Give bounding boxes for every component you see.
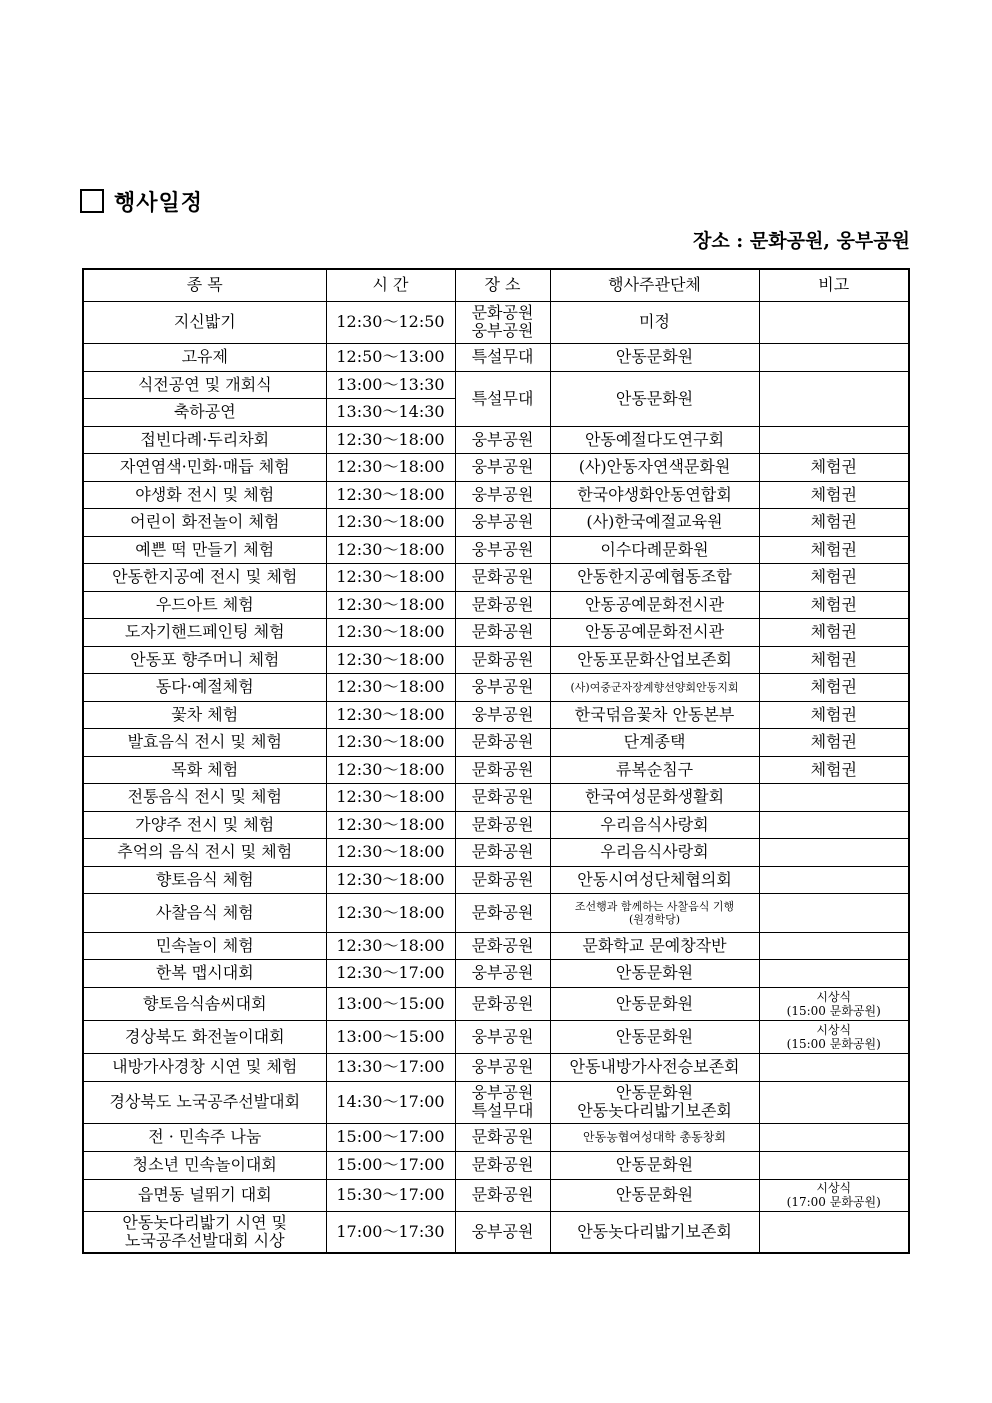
place-cell: 웅부공원 (455, 508, 550, 536)
header-place: 장 소 (455, 269, 550, 301)
table-row (83, 1020, 909, 1053)
table-row (83, 959, 909, 987)
place-cell: 문화공원 (455, 893, 550, 932)
table-row (83, 343, 909, 371)
item-cell: 동다·예절체험 (83, 673, 326, 701)
time-cell: 13:30～17:00 (326, 1053, 455, 1081)
item-cell: 자연염색·민화·매듭 체험 (83, 453, 326, 481)
organizer-cell: 안동시여성단체협의회 (550, 866, 759, 893)
table-row (83, 987, 909, 1020)
item-cell: 야생화 전시 및 체험 (83, 481, 326, 508)
time-cell: 13:00～13:30 (326, 371, 455, 398)
table-row (83, 1081, 909, 1123)
time-cell: 12:30～18:00 (326, 536, 455, 563)
organizer-cell: 미정 (550, 301, 759, 343)
item-cell: 경상북도 화전놀이대회 (83, 1020, 326, 1053)
item-cell: 식전공연 및 개회식 (83, 371, 326, 398)
place-cell: 웅부공원 (455, 701, 550, 728)
organizer-cell: 조선행과 함께하는 사찰음식 기행 (원경학당) (550, 893, 759, 932)
time-cell: 12:50～13:00 (326, 343, 455, 371)
item-cell: 추억의 음식 전시 및 체험 (83, 838, 326, 866)
organizer-cell: 단계종택 (550, 728, 759, 756)
organizer-cell: 안동문화원 (550, 343, 759, 371)
note-cell: 체험권 (759, 563, 909, 591)
time-cell: 12:30～18:00 (326, 673, 455, 701)
item-cell: 청소년 민속놀이대회 (83, 1151, 326, 1179)
table-row (83, 1211, 909, 1253)
place-cell: 문화공원 (455, 838, 550, 866)
table-row (83, 756, 909, 783)
time-cell: 15:00～17:00 (326, 1123, 455, 1151)
time-cell: 13:00～15:00 (326, 987, 455, 1020)
item-cell: 축하공연 (83, 398, 326, 426)
item-cell: 사찰음식 체험 (83, 893, 326, 932)
header-note: 비고 (759, 269, 909, 301)
place-cell: 문화공원 (455, 756, 550, 783)
table-row (83, 1179, 909, 1211)
note-cell (759, 1151, 909, 1179)
note-cell (759, 783, 909, 811)
note-cell (759, 1053, 909, 1081)
table-row (83, 1123, 909, 1151)
time-cell: 12:30～18:00 (326, 426, 455, 453)
time-cell: 12:30～18:00 (326, 932, 455, 959)
section-heading (80, 184, 203, 218)
time-cell: 17:00～17:30 (326, 1211, 455, 1253)
item-cell: 전통음식 전시 및 체험 (83, 783, 326, 811)
item-cell: 가양주 전시 및 체험 (83, 811, 326, 838)
note-cell: 시상식 (15:00 문화공원) (759, 1020, 909, 1053)
organizer-cell: 안동문화원 안동놋다리밟기보존회 (550, 1081, 759, 1123)
place-cell: 웅부공원 (455, 536, 550, 563)
place-cell: 문화공원 (455, 1123, 550, 1151)
note-cell: 시상식 (17:00 문화공원) (759, 1179, 909, 1211)
table-header-row (83, 269, 909, 301)
location-note: 장소 : 문화공원, 웅부공원 (692, 230, 910, 252)
note-cell (759, 866, 909, 893)
organizer-cell: 안동놋다리밟기보존회 (550, 1211, 759, 1253)
table-row (83, 932, 909, 959)
note-cell (759, 1123, 909, 1151)
note-cell: 체험권 (759, 481, 909, 508)
note-cell: 체험권 (759, 701, 909, 728)
table-row (83, 618, 909, 646)
note-cell: 시상식 (15:00 문화공원) (759, 987, 909, 1020)
item-cell: 발효음식 전시 및 체험 (83, 728, 326, 756)
table-row (83, 673, 909, 701)
place-cell: 웅부공원 (455, 1053, 550, 1081)
place-cell: 웅부공원 (455, 426, 550, 453)
note-cell: 체험권 (759, 508, 909, 536)
table-row (83, 371, 909, 398)
organizer-cell: (사)여중군자장계향선양회안동지회 (550, 673, 759, 701)
table-row (83, 728, 909, 756)
place-cell: 웅부공원 특설무대 (455, 1081, 550, 1123)
organizer-cell: 우리음식사랑회 (550, 811, 759, 838)
organizer-cell: (사)한국예절교육원 (550, 508, 759, 536)
table-row (83, 591, 909, 618)
time-cell: 12:30～18:00 (326, 453, 455, 481)
time-cell: 12:30～12:50 (326, 301, 455, 343)
organizer-cell: 우리음식사랑회 (550, 838, 759, 866)
place-cell: 웅부공원 (455, 1211, 550, 1253)
table-row (83, 1151, 909, 1179)
place-cell: 문화공원 (455, 1151, 550, 1179)
place-cell: 웅부공원 (455, 453, 550, 481)
event-schedule-table (82, 268, 910, 1254)
header-time: 시 간 (326, 269, 455, 301)
table-row (83, 783, 909, 811)
organizer-cell: 안동문화원 (550, 1020, 759, 1053)
table-row (83, 811, 909, 838)
time-cell: 15:30～17:00 (326, 1179, 455, 1211)
time-cell: 12:30～18:00 (326, 893, 455, 932)
organizer-cell: 안동문화원 (550, 959, 759, 987)
time-cell: 12:30～18:00 (326, 563, 455, 591)
square-checkbox-icon (80, 189, 104, 213)
organizer-cell: 안동내방가사전승보존회 (550, 1053, 759, 1081)
item-cell: 어린이 화전놀이 체험 (83, 508, 326, 536)
time-cell: 12:30～18:00 (326, 646, 455, 673)
place-cell: 웅부공원 (455, 959, 550, 987)
place-cell: 문화공원 (455, 646, 550, 673)
time-cell: 12:30～18:00 (326, 811, 455, 838)
time-cell: 12:30～18:00 (326, 838, 455, 866)
note-cell (759, 959, 909, 987)
place-cell: 문화공원 (455, 1179, 550, 1211)
note-cell: 체험권 (759, 453, 909, 481)
time-cell: 13:30～14:30 (326, 398, 455, 426)
time-cell: 12:30～18:00 (326, 728, 455, 756)
organizer-cell: 안동한지공예협동조합 (550, 563, 759, 591)
item-cell: 민속놀이 체험 (83, 932, 326, 959)
place-cell: 문화공원 (455, 811, 550, 838)
note-cell: 체험권 (759, 646, 909, 673)
table-row (83, 701, 909, 728)
organizer-cell: 한국여성문화생활회 (550, 783, 759, 811)
organizer-cell: 한국덖음꽃차 안동본부 (550, 701, 759, 728)
time-cell: 12:30～18:00 (326, 591, 455, 618)
table-row (83, 646, 909, 673)
item-cell: 내방가사경창 시연 및 체험 (83, 1053, 326, 1081)
place-cell: 문화공원 (455, 932, 550, 959)
item-cell: 고유제 (83, 343, 326, 371)
note-cell (759, 893, 909, 932)
table-row (83, 563, 909, 591)
item-cell: 한복 맵시대회 (83, 959, 326, 987)
item-cell: 목화 체험 (83, 756, 326, 783)
note-cell: 체험권 (759, 536, 909, 563)
note-cell (759, 932, 909, 959)
item-cell: 꽃차 체험 (83, 701, 326, 728)
organizer-cell: 한국야생화안동연합회 (550, 481, 759, 508)
organizer-cell: 안동문화원 (550, 1151, 759, 1179)
item-cell: 지신밟기 (83, 301, 326, 343)
time-cell: 12:30～18:00 (326, 866, 455, 893)
table-row (83, 426, 909, 453)
item-cell: 도자기핸드페인팅 체험 (83, 618, 326, 646)
time-cell: 12:30～18:00 (326, 481, 455, 508)
item-cell: 향토음식 체험 (83, 866, 326, 893)
header-item: 종 목 (83, 269, 326, 301)
item-cell: 경상북도 노국공주선발대회 (83, 1081, 326, 1123)
table-row (83, 481, 909, 508)
item-cell: 안동놋다리밟기 시연 및 노국공주선발대회 시상 (83, 1211, 326, 1253)
time-cell: 13:00～15:00 (326, 1020, 455, 1053)
organizer-cell: 안동농협여성대학 총동창회 (550, 1123, 759, 1151)
note-cell (759, 343, 909, 371)
table-row (83, 301, 909, 343)
time-cell: 14:30～17:00 (326, 1081, 455, 1123)
note-cell: 체험권 (759, 673, 909, 701)
organizer-cell: 안동문화원 (550, 371, 759, 426)
time-cell: 12:30～17:00 (326, 959, 455, 987)
time-cell: 12:30～18:00 (326, 783, 455, 811)
place-cell: 문화공원 웅부공원 (455, 301, 550, 343)
item-cell: 향토음식솜씨대회 (83, 987, 326, 1020)
item-cell: 예쁜 떡 만들기 체험 (83, 536, 326, 563)
table-row (83, 838, 909, 866)
time-cell: 12:30～18:00 (326, 701, 455, 728)
place-cell: 문화공원 (455, 618, 550, 646)
item-cell: 접빈다례·두리차회 (83, 426, 326, 453)
place-cell: 문화공원 (455, 591, 550, 618)
item-cell: 읍면동 널뛰기 대회 (83, 1179, 326, 1211)
time-cell: 12:30～18:00 (326, 508, 455, 536)
place-cell: 문화공원 (455, 987, 550, 1020)
item-cell: 안동한지공예 전시 및 체험 (83, 563, 326, 591)
time-cell: 15:00～17:00 (326, 1151, 455, 1179)
section-title: 행사일정 (114, 189, 204, 216)
note-cell: 체험권 (759, 756, 909, 783)
place-cell: 문화공원 (455, 783, 550, 811)
table-row (83, 536, 909, 563)
time-cell: 12:30～18:00 (326, 756, 455, 783)
header-organizer: 행사주관단체 (550, 269, 759, 301)
table-row (83, 508, 909, 536)
organizer-cell: (사)안동자연색문화원 (550, 453, 759, 481)
time-cell: 12:30～18:00 (326, 618, 455, 646)
place-cell: 웅부공원 (455, 481, 550, 508)
place-cell: 특설무대 (455, 343, 550, 371)
item-cell: 전 · 민속주 나눔 (83, 1123, 326, 1151)
place-cell: 웅부공원 (455, 1020, 550, 1053)
place-cell: 문화공원 (455, 728, 550, 756)
note-cell (759, 838, 909, 866)
note-cell (759, 1081, 909, 1123)
organizer-cell: 안동예절다도연구회 (550, 426, 759, 453)
place-cell: 특설무대 (455, 371, 550, 426)
organizer-cell: 안동공예문화전시관 (550, 591, 759, 618)
organizer-cell: 안동포문화산업보존회 (550, 646, 759, 673)
note-cell: 체험권 (759, 728, 909, 756)
note-cell: 체험권 (759, 591, 909, 618)
organizer-cell: 안동문화원 (550, 987, 759, 1020)
table-row (83, 453, 909, 481)
organizer-cell: 류복순침구 (550, 756, 759, 783)
note-cell (759, 1211, 909, 1253)
item-cell: 우드아트 체험 (83, 591, 326, 618)
organizer-cell: 문화학교 문예창작반 (550, 932, 759, 959)
organizer-cell: 안동문화원 (550, 1179, 759, 1211)
organizer-cell: 이수다례문화원 (550, 536, 759, 563)
table-row (83, 1053, 909, 1081)
note-cell (759, 301, 909, 343)
place-cell: 웅부공원 (455, 673, 550, 701)
organizer-cell: 안동공예문화전시관 (550, 618, 759, 646)
note-cell (759, 811, 909, 838)
place-cell: 문화공원 (455, 563, 550, 591)
note-cell (759, 426, 909, 453)
note-cell: 체험권 (759, 618, 909, 646)
table-row (83, 866, 909, 893)
note-cell (759, 371, 909, 426)
place-cell: 문화공원 (455, 866, 550, 893)
table-row (83, 893, 909, 932)
item-cell: 안동포 향주머니 체험 (83, 646, 326, 673)
